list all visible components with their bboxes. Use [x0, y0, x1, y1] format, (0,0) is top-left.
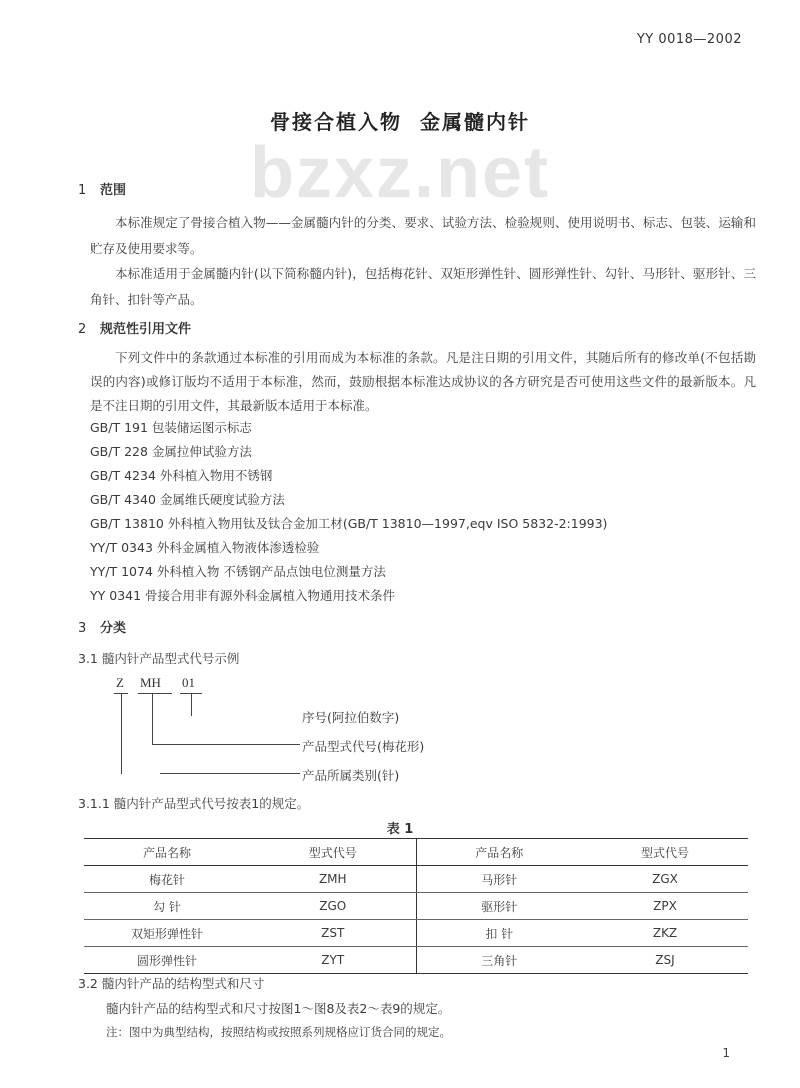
- table-header-cell: 型式代号: [250, 839, 416, 866]
- section-title: 规范性引用文件: [100, 322, 192, 337]
- table-cell: ZSJ: [582, 947, 748, 974]
- category-leader-line: [121, 694, 122, 774]
- page-title: 骨接合植入物 金属髓内针: [270, 110, 530, 134]
- table-header-cell: 型式代号: [582, 839, 748, 866]
- section-number: 3: [78, 621, 87, 636]
- table-cell: 圆形弹性针: [84, 947, 250, 974]
- table-cell: 驱形针: [416, 893, 582, 920]
- table-header-cell: 产品名称: [416, 839, 582, 866]
- section-1-paragraph-2: 本标准适用于金属髓内针(以下简称髓内针)，包括梅花针、双矩形弹性针、圆形弹性针、勾针、马形针、驱形针、三角针、扣针等产品。: [90, 266, 756, 307]
- table-cell: ZST: [250, 920, 416, 947]
- section-2-paragraph: 下列文件中的条款通过本标准的引用而成为本标准的条款。凡是注日期的引用文件，其随后所有的修改单(不包括勘误的内容)或修订版均不适用于本标准，然而，鼓励根据本标准达成协议的各方研究是否可使用这些文件的最新版本。凡是不注日期的引用文件，其最新版本适用于本标准。: [90, 350, 756, 413]
- reference-item: GB/T 4234 外科植入物用不锈钢: [90, 468, 273, 483]
- clause-3-1-title: 3.1 髓内针产品型式代号示例: [78, 651, 240, 666]
- table-header-cell: 产品名称: [84, 839, 250, 866]
- table-cell: ZGX: [582, 866, 748, 893]
- section-1-paragraph-1: 本标准规定了骨接合植入物——金属髓内针的分类、要求、试验方法、检验规则、使用说明书、标志、包装、运输和贮存及使用要求等。: [90, 215, 756, 256]
- section-number: 2: [78, 322, 87, 337]
- table-cell: ZKZ: [582, 920, 748, 947]
- reference-item: YY/T 1074 外科植入物 不锈钢产品点蚀电位测量方法: [90, 564, 386, 579]
- table-row: [84, 920, 748, 947]
- code-part-type: MH: [140, 675, 161, 690]
- table-cell: 马形针: [416, 866, 582, 893]
- section-3-heading: [78, 617, 126, 636]
- code-part-serial: 01: [182, 675, 195, 690]
- section-1-heading: [78, 179, 126, 198]
- reference-item: GB/T 13810 外科植入物用钛及钛合金加工材(GB/T 13810—1997,eqv ISO 5832-2:1993): [90, 516, 608, 531]
- serial-leader-line: [191, 694, 192, 716]
- section-title: 范围: [100, 183, 127, 198]
- table-cell: ZGO: [250, 893, 416, 920]
- reference-item: GB/T 191 包装储运图示标志: [90, 420, 252, 435]
- page-number: 1: [722, 1046, 730, 1060]
- table-caption: 表 1: [386, 822, 414, 837]
- table-header-row: [84, 839, 748, 866]
- clause-3-2-note: 注：图中为典型结构，按照结构或按照系列规格应订货合同的规定。: [106, 1025, 451, 1039]
- table-cell: ZMH: [250, 866, 416, 893]
- clause-3-2-text: 髓内针产品的结构型式和尺寸按图1～图8及表2～表9的规定。: [106, 1001, 451, 1016]
- type-leader-line: [152, 744, 300, 745]
- clause-3-1-1: 3.1.1 髓内针产品型式代号按表1的规定。: [78, 796, 310, 811]
- table-cell: 扣 针: [416, 920, 582, 947]
- category-leader-line: [160, 773, 300, 774]
- code-part-category: Z: [116, 675, 124, 690]
- serial-label: 序号(阿拉伯数字): [302, 710, 400, 725]
- type-leader-line: [152, 694, 153, 744]
- category-label: 产品所属类别(针): [302, 768, 400, 783]
- section-number: 1: [78, 183, 87, 198]
- reference-item: YY/T 0343 外科金属植入物液体渗透检验: [90, 540, 320, 555]
- table-cell: ZYT: [250, 947, 416, 974]
- table-row: [84, 866, 748, 893]
- clause-3-2-title: 3.2 髓内针产品的结构型式和尺寸: [78, 976, 265, 991]
- section-title: 分类: [100, 621, 127, 636]
- table-row: [84, 947, 748, 974]
- standard-code: YY 0018—2002: [636, 32, 742, 47]
- section-2-heading: [78, 318, 191, 337]
- table-row: [84, 893, 748, 920]
- reference-item: GB/T 4340 金属维氏硬度试验方法: [90, 492, 285, 507]
- code-underline: [138, 693, 172, 694]
- table-cell: 三角针: [416, 947, 582, 974]
- product-code-table: [84, 838, 748, 974]
- table-cell: 勾 针: [84, 893, 250, 920]
- type-label: 产品型式代号(梅花形): [302, 739, 425, 754]
- table-cell: 梅花针: [84, 866, 250, 893]
- reference-item: YY 0341 骨接合用非有源外科金属植入物通用技术条件: [90, 588, 396, 603]
- reference-item: GB/T 228 金属拉伸试验方法: [90, 444, 252, 459]
- table-cell: ZPX: [582, 893, 748, 920]
- table-cell: 双矩形弹性针: [84, 920, 250, 947]
- watermark-text: bzxz.net: [249, 133, 551, 213]
